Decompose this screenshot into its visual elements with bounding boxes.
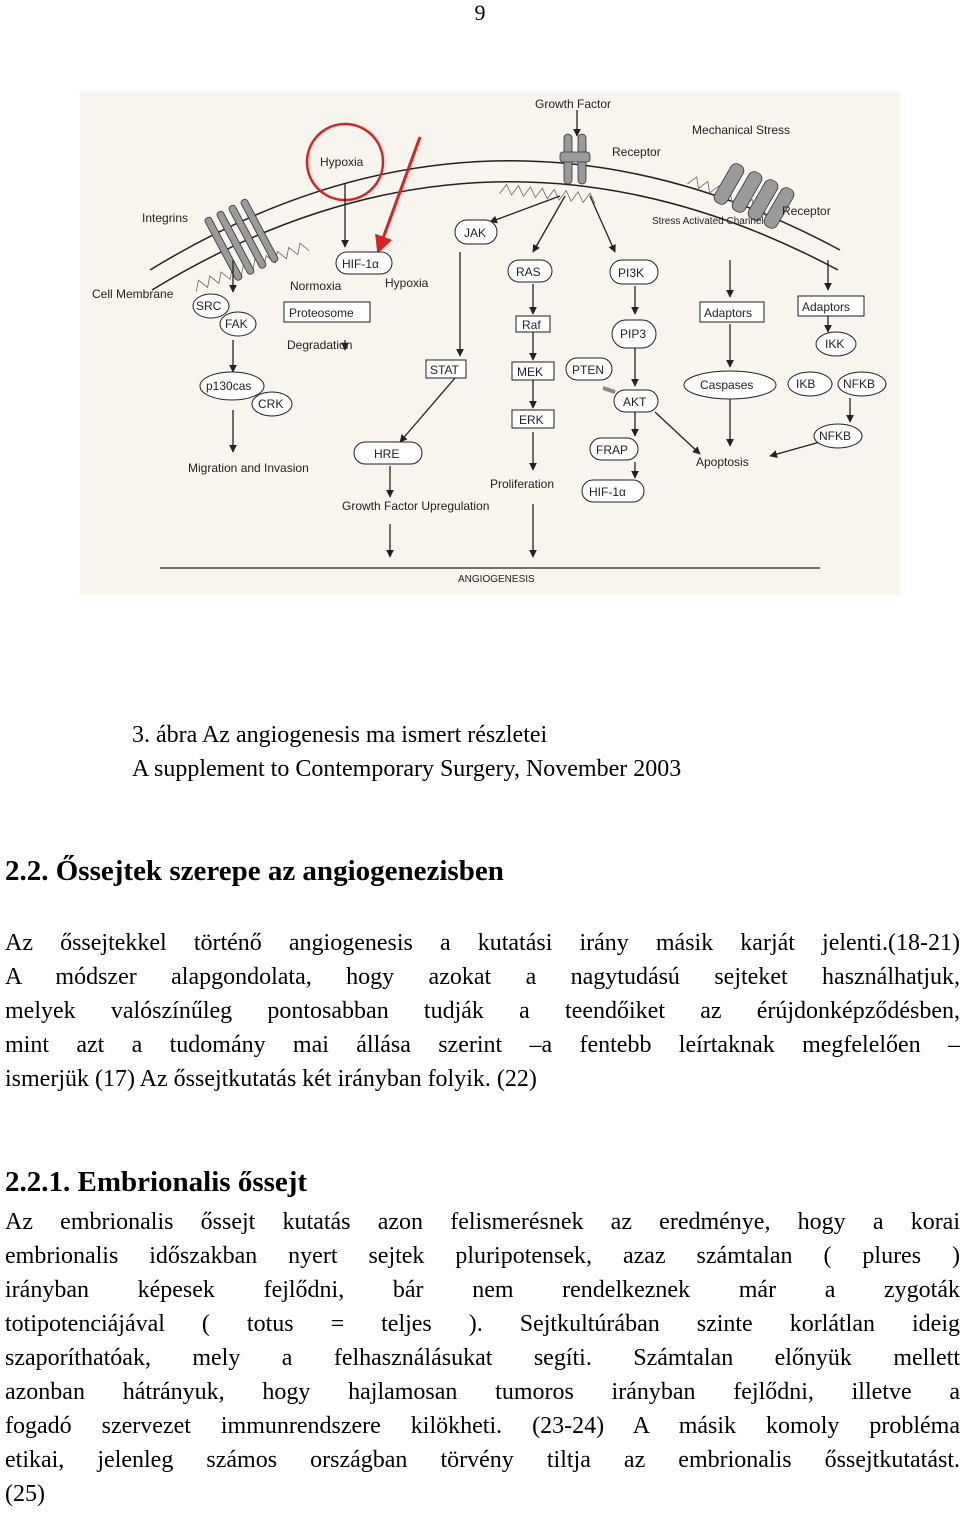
label-pip3: PIP3 — [620, 327, 647, 341]
label-hre: HRE — [374, 447, 400, 461]
label-jak: JAK — [464, 226, 487, 240]
label-ras: RAS — [516, 265, 541, 279]
text-line: szaporíthatóak, mely a felhasználásukat segíti. Számtalan előnyük mellett — [5, 1345, 960, 1371]
text-line: embrionalis időszakban nyert sejtek pluripotensek, azaz számtalan ( plures ) — [5, 1243, 960, 1269]
label-erk: ERK — [519, 413, 544, 427]
figure-caption-line1: 3. ábra Az angiogenesis ma ismert részletei — [132, 722, 548, 748]
text-line: A módszer alapgondolata, hogy azokat a nagytudású sejteket használhatjuk, — [5, 964, 960, 990]
label-proteosome: Proteosome — [289, 306, 354, 320]
label-hif1a-top: HIF-1α — [342, 257, 379, 271]
label-ikb: IKB — [796, 377, 816, 391]
pathway-diagram — [80, 92, 900, 595]
label-mechanical-stress: Mechanical Stress — [692, 123, 791, 137]
label-fak: FAK — [225, 317, 248, 331]
section-2-2-paragraph — [5, 926, 960, 1096]
label-growth-factor: Growth Factor — [535, 97, 612, 111]
label-crk: CRK — [258, 397, 284, 411]
section-2-2-1-paragraph — [5, 1205, 960, 1511]
label-hypoxia-mid: Hypoxia — [385, 276, 429, 290]
text-line: Az embrionalis őssejt kutatás azon felismerésnek az eredménye, hogy a korai — [5, 1209, 960, 1235]
label-hif1a-bottom: HIF-1α — [589, 485, 626, 499]
angiogenesis-pathway-figure — [80, 92, 900, 595]
label-normoxia: Normoxia — [290, 279, 342, 293]
figure-caption-line2: A supplement to Contemporary Surgery, November 2003 — [132, 756, 682, 782]
label-degradation: Degradation — [287, 338, 353, 352]
label-receptor-right: Receptor — [782, 204, 831, 218]
text-line: Az őssejtekkel történő angiogenesis a kutatási irány másik karját jelenti.(18-21) — [5, 930, 960, 956]
label-raf: Raf — [522, 318, 541, 332]
page-number: 9 — [474, 0, 486, 25]
text-line: etikai, jelenleg számos országban törvény tiltja az embrionalis őssejtkutatást. — [5, 1447, 960, 1473]
label-p130cas: p130cas — [206, 379, 252, 393]
label-receptor-top: Receptor — [612, 145, 661, 159]
receptor-top-shape — [560, 134, 590, 184]
label-angiogenesis: ANGIOGENESIS — [458, 574, 535, 585]
text-line: irányban képesek fejlődni, bár nem rendelkeznek már a zygoták — [5, 1277, 960, 1303]
label-migration: Migration and Invasion — [188, 461, 309, 475]
label-apoptosis: Apoptosis — [696, 455, 749, 469]
label-pi3k: PI3K — [618, 266, 645, 280]
label-pten: PTEN — [572, 363, 605, 377]
text-line: ismerjük (17) Az őssejtkutatás két irányban folyik. (22) — [5, 1066, 537, 1092]
label-akt: AKT — [623, 395, 647, 409]
label-mek: MEK — [517, 365, 544, 379]
text-line: mint azt a tudomány mai állása szerint –a fentebb leírtaknak megfelelően – — [5, 1032, 960, 1058]
label-proliferation: Proliferation — [490, 477, 555, 491]
label-ikk: IKK — [825, 337, 845, 351]
section-heading-2-2: 2.2. Őssejtek szerepe az angiogenezisben — [5, 855, 504, 887]
label-nfkb-2: NFKB — [819, 429, 852, 443]
text-line: fogadó szervezet immunrendszere kilökheti. (23-24) A másik komoly probléma — [5, 1413, 960, 1439]
label-gf-upregulation: Growth Factor Upregulation — [342, 499, 490, 513]
label-caspases: Caspases — [700, 378, 754, 392]
label-hypoxia-top: Hypoxia — [320, 155, 364, 169]
label-nfkb-1: NFKB — [843, 377, 876, 391]
text-line: (25) — [5, 1481, 45, 1507]
label-stat: STAT — [430, 363, 459, 377]
label-adaptors-2: Adaptors — [802, 300, 851, 314]
section-heading-2-2-1: 2.2.1. Embrionalis őssejt — [5, 1166, 308, 1198]
text-line: azonban hátrányuk, hogy hajlamosan tumoros irányban fejlődni, illetve a — [5, 1379, 960, 1405]
label-src: SRC — [196, 299, 222, 313]
label-integrins: Integrins — [142, 211, 189, 225]
label-adaptors-1: Adaptors — [704, 306, 753, 320]
label-cell-membrane: Cell Membrane — [92, 287, 174, 301]
text-line: melyek valószínűleg pontosabban tudják a teendőiket az érújdonképződésben, — [5, 998, 960, 1024]
label-frap: FRAP — [596, 443, 629, 457]
label-stress-channel: Stress Activated Channel — [652, 216, 764, 227]
pten-inhibition — [603, 388, 615, 392]
text-line: totipotenciájával ( totus = teljes ). Sejtkultúrában szinte korlátlan ideig — [5, 1311, 960, 1337]
